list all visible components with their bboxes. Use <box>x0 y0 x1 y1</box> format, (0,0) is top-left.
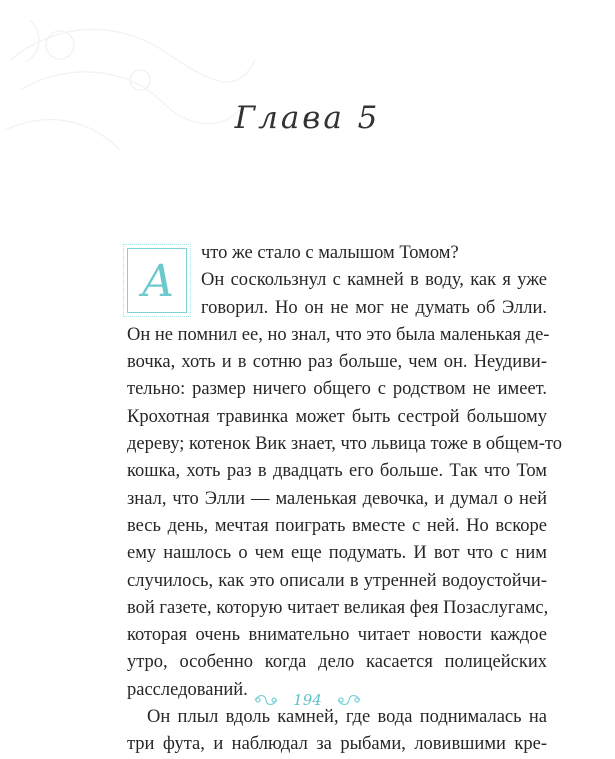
scroll-ornament-icon <box>253 693 279 707</box>
text-line: Крохотная травинка может быть сестрой большому <box>127 406 547 427</box>
text-line: что же стало с малышом Томом? <box>201 243 459 263</box>
text-line: весь день, мечтая поиграть вместе с ней. Но вскоре <box>127 515 547 536</box>
text-line: говорил. Но он не мог не думать об Элли. <box>201 297 547 318</box>
text-line: кошка, хоть раз в двадцать его больше. Так что Том <box>127 461 547 482</box>
text-line: три фута, и наблюдал за рыбами, ловившими кре- <box>127 734 547 755</box>
chapter-title: Глава 5 <box>234 100 381 136</box>
text-line: вочка, хоть и в сотню раз больше, чем он. Неудиви- <box>127 352 547 373</box>
drop-cap-letter: А <box>141 256 175 307</box>
text-line: случилось, как это описали в утренней водоустойчи- <box>127 570 547 591</box>
text-line: дереву; котенок Вик знает, что львица тоже в общем-то <box>127 434 563 455</box>
body-text <box>127 240 563 759</box>
text-line: которая очень внимательно читает новости каждое <box>127 625 547 646</box>
text-line: ему нашлось о чем еще подумать. И вот что с ним <box>127 543 547 564</box>
page-number: 194 <box>293 691 322 709</box>
text-line: тельно: размер ничего общего с родством не имеет. <box>127 379 547 400</box>
scroll-ornament-icon <box>336 693 362 707</box>
text-line: вой газете, которую читает великая фея Позаслугамс, <box>127 597 549 618</box>
text-line: Он плыл вдоль камней, где вода поднималась на <box>147 707 547 728</box>
text-line: Он соскользнул с камней в воду, как я уже <box>201 270 547 291</box>
text-line: знал, что Элли — маленькая девочка, и думал о ней <box>127 488 547 509</box>
text-line: утро, особенно когда дело касается полицейских <box>127 652 547 673</box>
page-footer <box>0 688 615 712</box>
text-line: Он не помнил ее, но знал, что это была маленькая де- <box>127 324 550 345</box>
text-line: расследований. <box>127 679 248 700</box>
